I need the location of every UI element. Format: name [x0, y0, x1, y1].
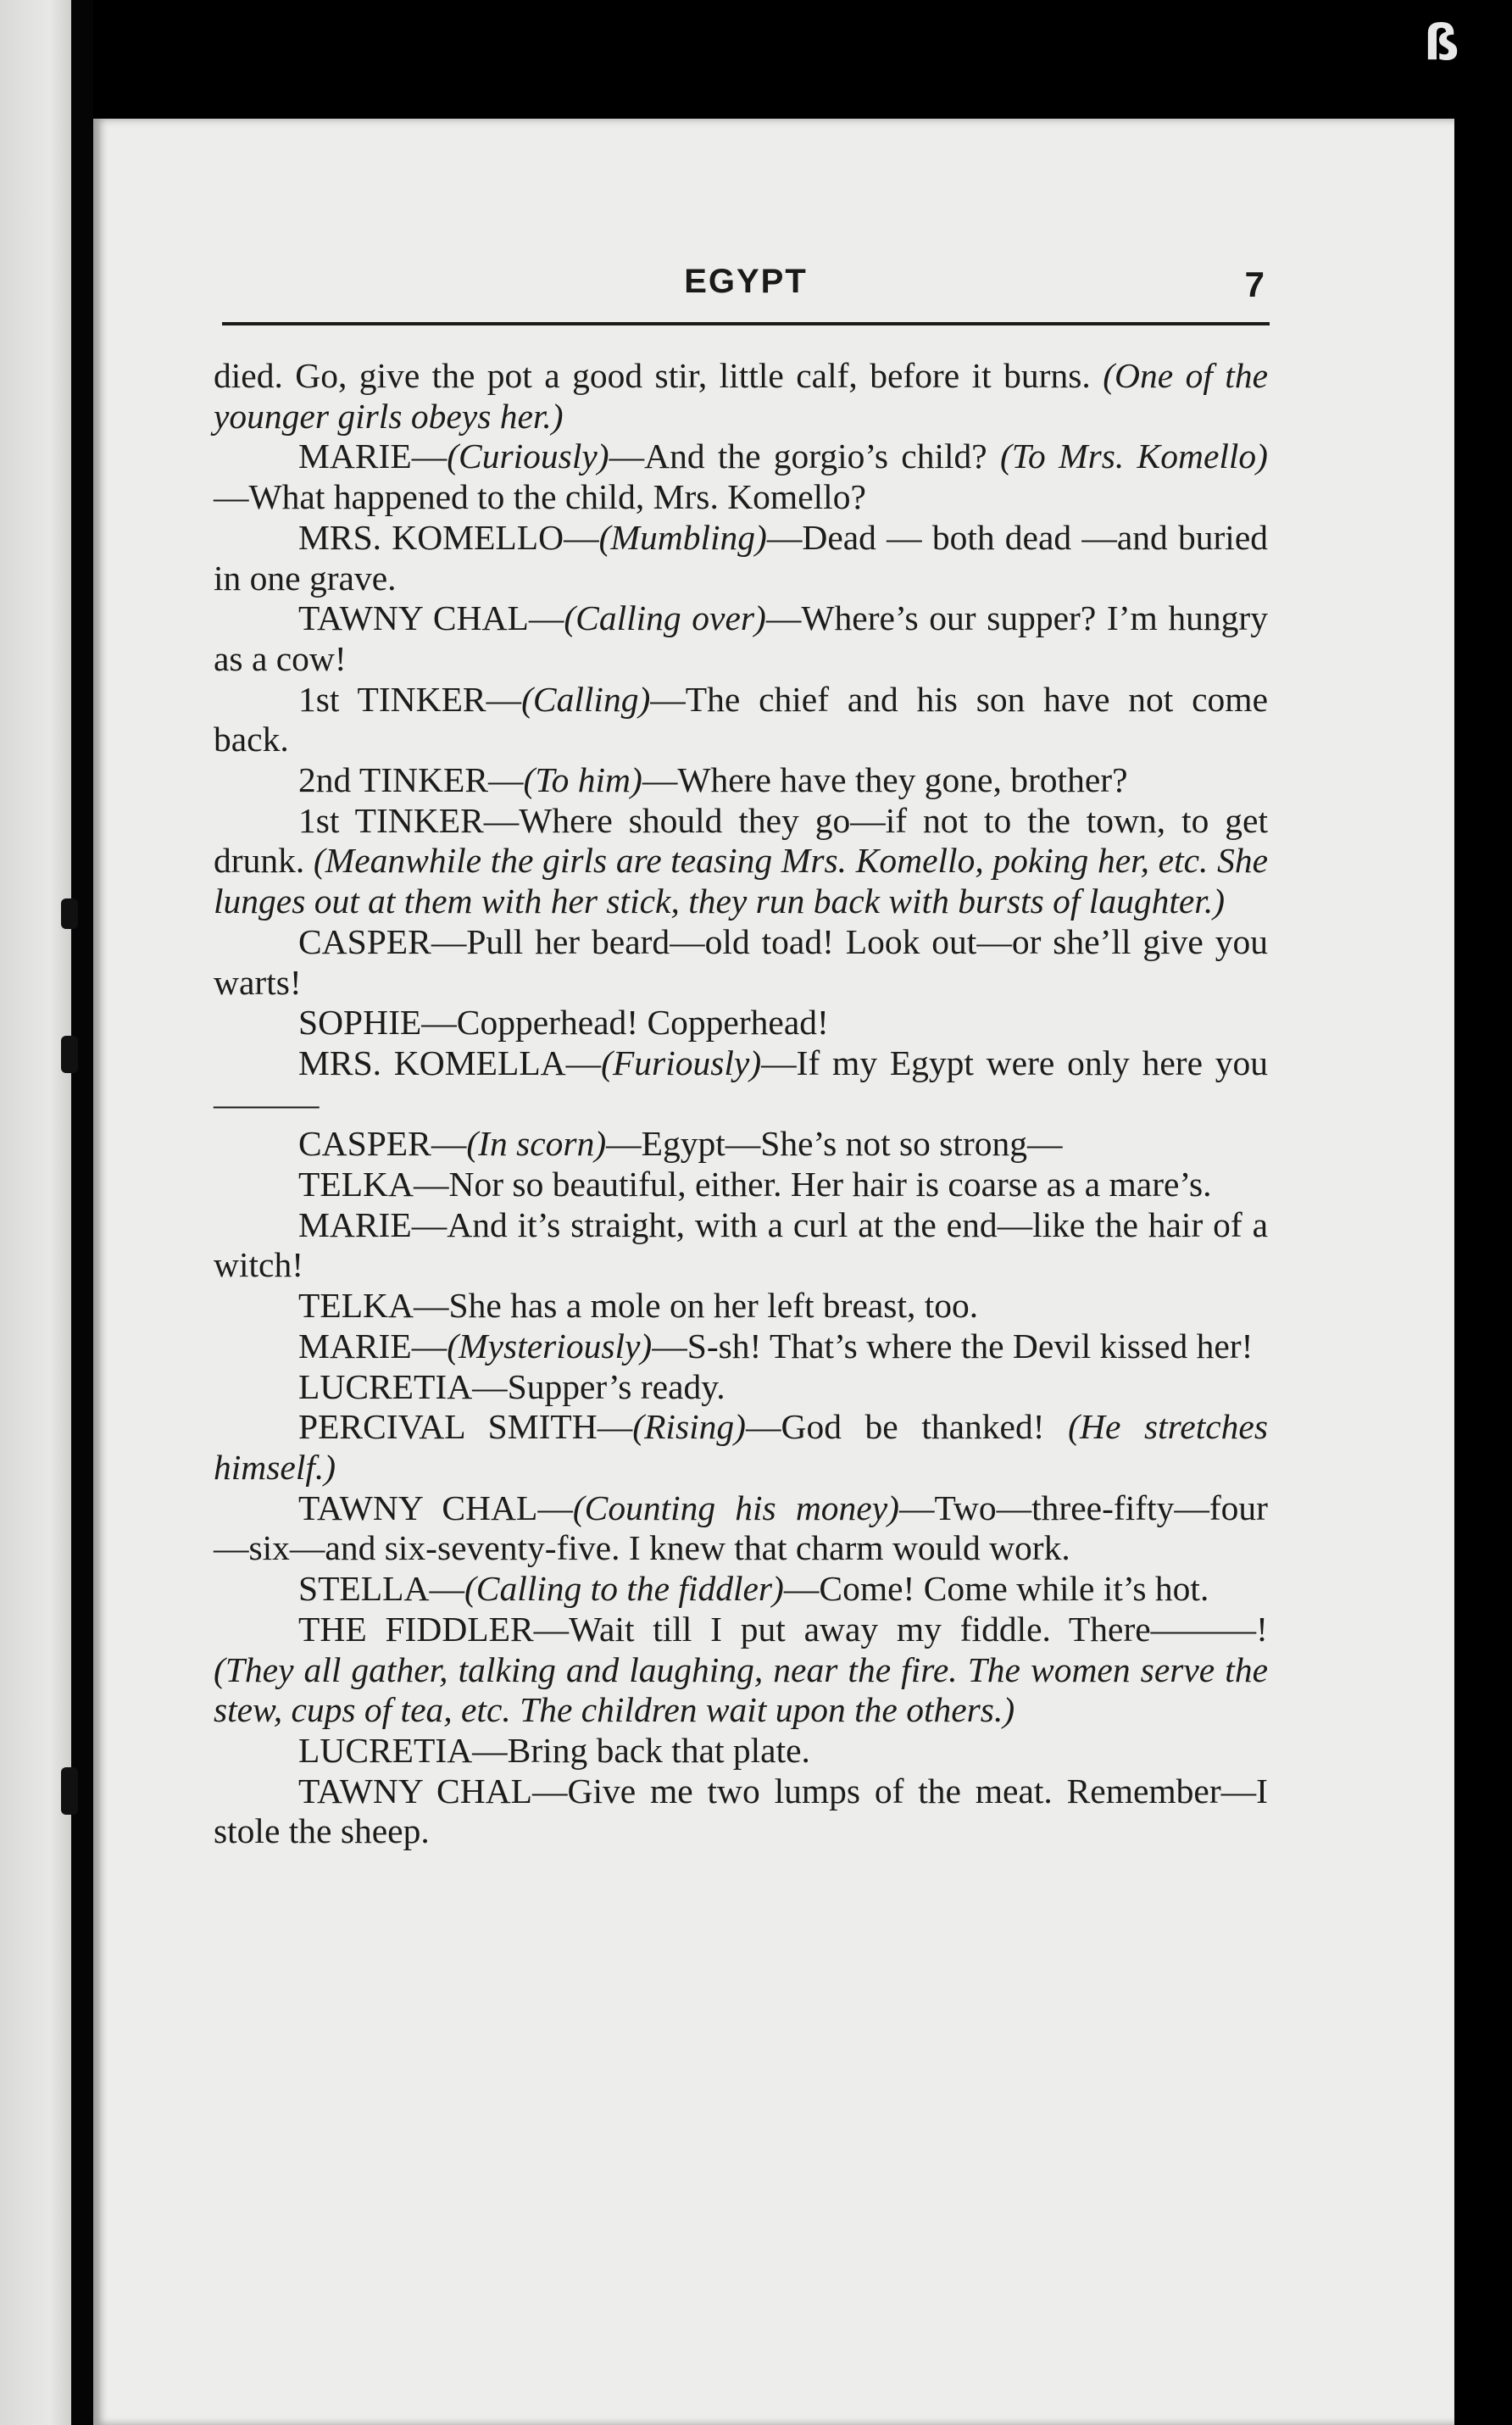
speech-text: Where should they go—if not to the town, to get drunk. [214, 800, 1268, 881]
speaker: LUCRETIA [298, 1366, 473, 1406]
stage-direction: (Furiously) [601, 1043, 762, 1082]
speech-casper-1: CASPER—Pull her beard—old toad! Look out—or she’ll give you warts! [214, 921, 1268, 1002]
speech-text: The chief and his son have not come back. [214, 679, 1268, 759]
speaker: TAWNY CHAL [298, 1488, 538, 1527]
speaker: TAWNY CHAL [298, 1771, 533, 1810]
stage-direction: (Calling to the fiddler) [464, 1569, 784, 1609]
speech-tawny-chal-2: TAWNY CHAL—(Counting his money)—Two—three-fifty—four—six—and six-seventy-five. I knew that charm would work. [214, 1488, 1268, 1568]
stage-direction: (In scorn) [466, 1124, 607, 1164]
stage-direction: (He stretches himself.) [214, 1407, 1268, 1487]
speaker: CASPER [298, 921, 431, 961]
speech-text: If my Egypt were only here you——— [214, 1043, 1268, 1123]
speech-percival-smith: PERCIVAL SMITH—(Rising)—God be thanked! (He stretches himself.) [214, 1407, 1268, 1487]
stage-direction: (Mumbling) [598, 517, 767, 557]
stage-direction: (They all gather, talking and laughing, near the fire. The women serve the stew, cups of tea, etc. The children wait upon the others.) [214, 1649, 1268, 1730]
book-spine [0, 0, 71, 2425]
speech-text: Supper’s ready. [507, 1366, 725, 1406]
stage-direction: (Rising) [632, 1407, 746, 1447]
speech-the-fiddler: THE FIDDLER—Wait till I put away my fiddle. There———! (They all gather, talking and laughing, near the fire. The women serve the stew, cups of tea, etc. The children wait upon the others.) [214, 1609, 1269, 1730]
speech-marie-3: MARIE—(Mysteriously)—S-sh! That’s where the Devil kissed her! [298, 1326, 1254, 1365]
speech-1st-tinker-1: 1st TINKER—(Calling)—The chief and his son have not come back. [214, 679, 1268, 759]
speech-casper-2: CASPER—(In scorn)—Egypt—She’s not so strong— [298, 1124, 1063, 1164]
speech-lucretia-1: LUCRETIA—Supper’s ready. [298, 1366, 725, 1406]
speaker: TELKA [298, 1286, 414, 1326]
speech-text: Egypt—She’s not so strong— [641, 1124, 1063, 1164]
stage-direction: (One of the younger girls obeys her.) [214, 356, 1268, 436]
speech-marie-1: MARIE—(Curiously)—And the gorgio’s child? (To Mrs. Komello)—What happened to the child, Mrs. Komello? [214, 437, 1268, 517]
stage-direction: (Mysteriously) [447, 1326, 653, 1365]
stage-direction: (Calling) [521, 679, 651, 719]
speech-stella: STELLA—(Calling to the fiddler)—Come! Come while it’s hot. [298, 1569, 1209, 1609]
speaker: 1st TINKER [298, 679, 486, 719]
speaker: MARIE [298, 437, 412, 476]
speaker: THE FIDDLER [298, 1609, 534, 1649]
speech-text: Two—three-fifty—four—six—and six-seventy-five. I knew that charm would work. [214, 1488, 1268, 1568]
speech-2nd-tinker: 2nd TINKER—(To him)—Where have they gone, brother? [298, 760, 1128, 800]
speech-text: What happened to the child, Mrs. Komello? [248, 477, 866, 517]
scan-corner-mark: ß [1424, 14, 1459, 71]
speech-text: And the gorgio’s child? [644, 437, 987, 476]
speech-mrs-komello-1: MRS. KOMELLO—(Mumbling)—Dead — both dead —and buried in one grave. [214, 517, 1268, 598]
speech-text: Come! Come while it’s hot. [819, 1569, 1209, 1609]
speech-text: Wait till I put away my fiddle. There———! [569, 1609, 1269, 1649]
continuation-paragraph [214, 356, 1268, 437]
speech-text: Dead — both dead —and buried in one grave. [214, 517, 1268, 598]
speech-mrs-komella: MRS. KOMELLA—(Furiously)—If my Egypt were only here you——— [214, 1043, 1268, 1123]
speaker: SOPHIE [298, 1003, 422, 1043]
speech-text: Copperhead! Copperhead! [456, 1003, 829, 1043]
speech-text: Give me two lumps of the meat. Remember—I stole the sheep. [214, 1771, 1268, 1851]
speech-text: Nor so beautiful, either. Her hair is coarse as a mare’s. [448, 1165, 1212, 1204]
speaker: LUCRETIA [298, 1730, 473, 1770]
spine-mark-2 [61, 1036, 78, 1073]
speaker: MARIE [298, 1204, 412, 1244]
speech-telka-2: TELKA—She has a mole on her left breast, too. [298, 1286, 979, 1326]
speech-tawny-chal-1: TAWNY CHAL—(Calling over)—Where’s our supper? I’m hungry as a cow! [214, 598, 1268, 678]
book-gutter [71, 0, 93, 2425]
stage-direction: (Counting his money) [572, 1488, 899, 1527]
speech-1st-tinker-2: 1st TINKER—Where should they go—if not to the town, to get drunk. (Meanwhile the girls are teasing Mrs. Komello, poking her, etc. She lunges out at them with her stick, they run back with bursts of laughter.) [214, 800, 1268, 921]
speech-lucretia-2: LUCRETIA—Bring back that plate. [298, 1730, 810, 1770]
stage-direction: (To him) [523, 760, 642, 800]
speech-telka-1: TELKA—Nor so beautiful, either. Her hair is coarse as a mare’s. [298, 1165, 1212, 1204]
speech-marie-2: MARIE—And it’s straight, with a curl at the end—like the hair of a witch! [214, 1204, 1268, 1285]
speaker: MRS. KOMELLO [298, 517, 564, 557]
speaker: 2nd TINKER [298, 760, 489, 800]
play-text [214, 356, 1268, 1852]
spine-mark-1 [61, 898, 78, 929]
spine-mark-3 [61, 1767, 78, 1815]
stage-direction: (Calling over) [564, 598, 766, 638]
speech-text: Where have they gone, brother? [677, 760, 1128, 800]
stage-direction: (Meanwhile the girls are teasing Mrs. Komello, poking her, etc. She lunges out at them with her stick, they run back with bursts of laughter.) [214, 841, 1268, 921]
continuation-text: died. Go, give the pot a good stir, little calf, before it burns. [214, 356, 1091, 395]
speaker: PERCIVAL SMITH [298, 1407, 598, 1447]
speech-tawny-chal-3: TAWNY CHAL—Give me two lumps of the meat. Remember—I stole the sheep. [214, 1771, 1268, 1851]
page-number: 7 [1244, 264, 1265, 304]
speaker: 1st TINKER [298, 800, 484, 840]
stage-direction: (Curiously) [447, 437, 609, 476]
speech-text: She has a mole on her left breast, too. [448, 1286, 979, 1326]
speech-text: Bring back that plate. [507, 1730, 810, 1770]
speaker: MRS. KOMELLA [298, 1043, 566, 1082]
speech-text: Where’s our supper? I’m hungry as a cow! [214, 598, 1268, 678]
speech-sophie: SOPHIE—Copperhead! Copperhead! [298, 1003, 829, 1043]
speaker: TAWNY CHAL [298, 598, 529, 638]
speaker: TELKA [298, 1165, 414, 1204]
speech-text: Pull her beard—old toad! Look out—or she’ll give you warts! [214, 921, 1268, 1002]
speech-text: And it’s straight, with a curl at the end—like the hair of a witch! [214, 1204, 1268, 1285]
speech-text: God be thanked! [781, 1407, 1045, 1447]
speech-text: S-sh! That’s where the Devil kissed her! [687, 1326, 1254, 1365]
running-head [222, 261, 1270, 325]
speaker: MARIE [298, 1326, 412, 1365]
stage-direction: (To Mrs. Komello) [999, 437, 1268, 476]
speaker: CASPER [298, 1124, 431, 1164]
speaker: STELLA [298, 1569, 430, 1609]
running-title: EGYPT [684, 263, 808, 300]
